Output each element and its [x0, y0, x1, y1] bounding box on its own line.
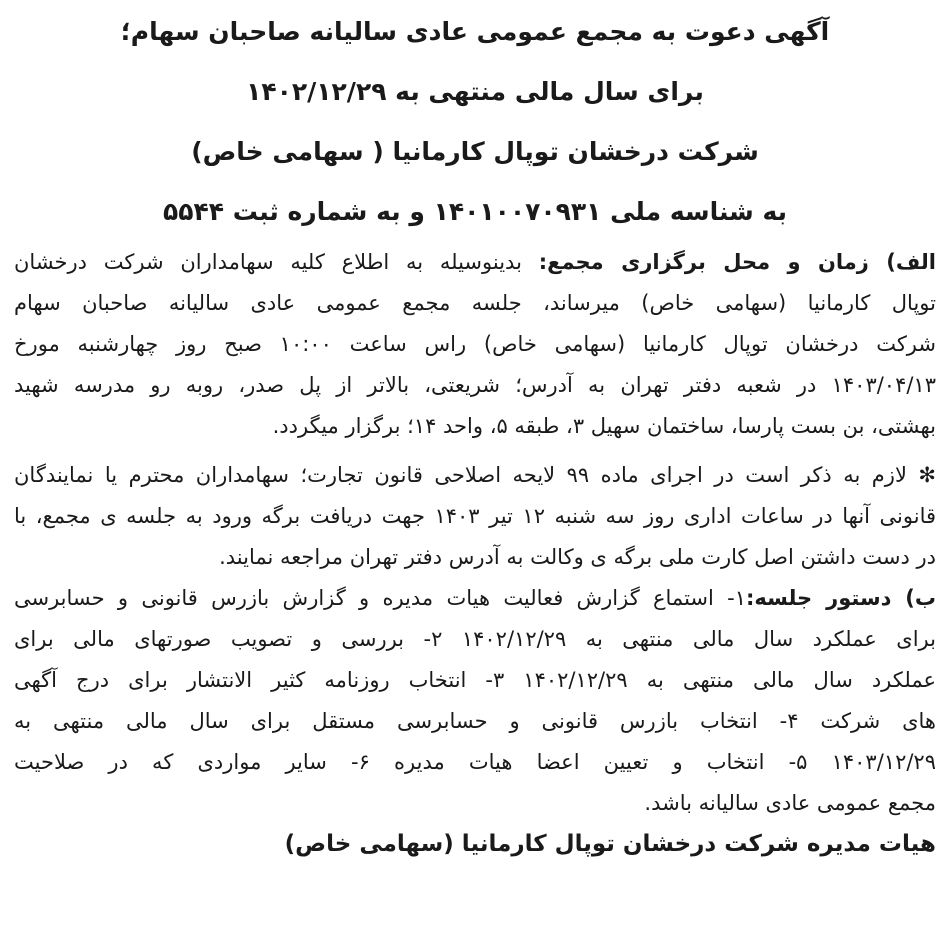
- section-b-line-6: مجمع عمومی عادی سالیانه باشد.: [644, 791, 936, 815]
- note-line-1-text: لازم به ذکر است در اجرای ماده ۹۹ لایحه اصلاحی قانون تجارت؛ سهامداران محترم یا نمایندگان: [14, 463, 919, 487]
- board-signature: هیات مدیره شرکت درخشان توپال کارمانیا (سهامی خاص): [284, 831, 936, 857]
- asterisk-icon: ✻: [918, 463, 937, 487]
- note-line-2: قانونی آنها در ساعات اداری روز سه شنبه ۱۲ تیر ۱۴۰۳ جهت دریافت برگه ورود به جلسه ی مجمع، با: [14, 504, 937, 528]
- section-b-line-1-text: ۱- استماع گزارش فعالیت هیات مدیره و گزارش بازرس قانونی و حسابرسی: [14, 586, 746, 610]
- section-a-line-5: بهشتی، بن بست پارسا، ساختمان سهیل ۳، طبقه ۵، واحد ۱۴؛ برگزار میگردد.: [272, 414, 936, 438]
- title-line-2: برای سال مالی منتهی به ۱۴۰۲/۱۲/۲۹: [246, 77, 704, 106]
- section-b-line-1: [14, 578, 936, 619]
- section-a-heading: الف) زمان و محل برگزاری مجمع:: [538, 250, 936, 274]
- company-name-title: شرکت درخشان توپال کارمانیا ( سهامی خاص): [191, 137, 759, 166]
- note-line-1: [14, 455, 936, 496]
- title-line-1: آگهی دعوت به مجمع عمومی عادی سالیانه صاحبان سهام؛: [120, 17, 830, 46]
- note-line-3: در دست داشتن اصل کارت ملی برگه ی وکالت به آدرس دفتر تهران مراجعه نمایند.: [219, 545, 936, 569]
- section-b-heading: ب) دستور جلسه:: [745, 586, 936, 610]
- section-a-line-3: شرکت درخشان توپال کارمانیا (سهامی خاص) راس ساعت ۱۰:۰۰ صبح روز چهارشنبه مورخ: [14, 332, 936, 356]
- section-b-line-5: ۱۴۰۳/۱۲/۲۹ ۵- انتخاب و تعیین اعضا هیات مدیره ۶- سایر مواردی که در صلاحیت: [14, 750, 936, 774]
- section-a-line-1: [14, 242, 936, 283]
- section-b-line-4: های شرکت ۴- انتخاب بازرس قانونی و حسابرسی مستقل برای سال مالی منتهی به: [14, 709, 936, 733]
- section-b-line-2: برای عملکرد سال مالی منتهی به ۱۴۰۲/۱۲/۲۹ ۲- بررسی و تصویب صورتهای مالی برای: [14, 627, 936, 651]
- section-a-line-1-text: بدینوسیله به اطلاع کلیه سهامداران شرکت درخشان: [14, 250, 539, 274]
- section-b-line-3: عملکرد سال مالی منتهی به ۱۴۰۲/۱۲/۲۹ ۳- انتخاب روزنامه کثیر الانتشار برای درج آگهی: [14, 668, 936, 692]
- registration-info-title: به شناسه ملی ۱۴۰۱۰۰۷۰۹۳۱ و به شماره ثبت ۵۵۴۴: [162, 197, 787, 226]
- section-a-line-4: ۱۴۰۳/۰۴/۱۳ در شعبه دفتر تهران به آدرس؛ شریعتی، بالاتر از پل صدر، روبه رو مدرسه شهید: [14, 373, 936, 397]
- section-a-line-2: توپال کارمانیا (سهامی خاص) میرساند، جلسه مجمع عمومی عادی سالیانه صاحبان سهام: [14, 291, 936, 315]
